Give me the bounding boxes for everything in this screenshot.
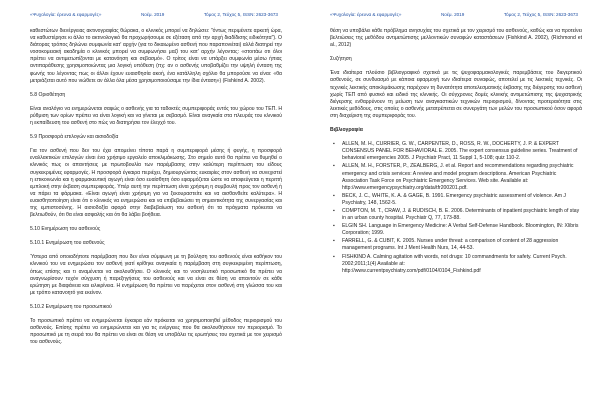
issue-date: Νοέμ. 2019: [440, 12, 465, 17]
reference-text: ▪ ALLEN, M. H., CURRIER, G. W., CARPENTER, D., ROSS, R. W., DOCHERTY, J. P. & EXPERT CONSENSUS PANEL FOR BEHAVIORAL E. 2005. The expert consensus guideline series. Treatment of behavioral emergencies 2005. J Psychiatr Pract, 11 Suppl 1, 5-108; quiz 110-2.: [342, 141, 578, 162]
page-header: [330, 12, 578, 17]
reference-item: [330, 141, 582, 162]
right-column-text: [330, 28, 582, 276]
issue-date: Νοέμ. 2019: [140, 12, 165, 17]
reference-text: ▪ FISHKIND A. Calming agitation with words, not drugs: 10 commandments for safety. Current Psych. 2002;2011;1(4) Available at:: [342, 253, 567, 267]
reference-item: [330, 254, 582, 275]
paragraph: Το προσωπικό πρέπει να ενημερώνεται έγκαιρα εάν πρόκειται να χρησιμοποιηθεί μέθοδος περιορισμού του ασθενούς. Επίσης πρέπει να ενημερώνεται και για τις ενέργειες που θα ακολουθήσουν τον περιορισμό. Το προσωπικό με τη σειρά του θα πρέπει να είναι σε θέση να υποβάλει τις ερωτήσεις του σχετικά με τον χειρισμό του ασθενούς.: [30, 318, 282, 346]
section-heading: 5.9 Προσφορά επιλογών και αισιοδοξία: [30, 134, 119, 141]
subsection-heading: 5.10.1 Ενημέρωση του ασθενούς: [30, 240, 105, 247]
reference-text: ▪ COMPTON, M. T., CRAW, J. & RUDISCH, B. E. 2006. Determinants of inpatient psychiatric length of stay in an urban county hospital. Psychiatr Q, 77, 173-88.: [342, 207, 580, 222]
reference-text: ▪ ALLEN, M. H., FORSTER, P., ZEALBERG, J. et al. Report and recommendations regarding psychiatric emergency and crisis services: A review and model program descriptions. American Psychiatric Association Task Force on Psychiatric Emergency Services. Web site. Available at:: [342, 163, 574, 184]
reference-text: ▪ BECK, J. C., WHITE, K. A. & GAGE, B. 1991. Emergency psychiatric assessment of violence. Am J Psychiatry, 148, 1562-5.: [342, 192, 566, 206]
reference-text: ▪ ELGIN SH. Language in Emergency Medicine: A Verbal Self-Defense Handbook. Bloomington, IN: Xlibris Corporation; 1999.: [342, 223, 579, 237]
page-header: [30, 12, 278, 17]
right-page: [300, 0, 600, 407]
journal-title: «Ψυχολογία: έρευνα & εφαρμογές»: [330, 12, 402, 17]
paragraph: Ένα ιδιαίτερα πλούσιο βιβλιογραφικό σχετικά με τις ψυχοφαρμακολογικές παρεμβάσεις του διεγερτικού ασθενούς, σε συνδυασμό με κάποια εφαρμογή των ιδιαίτερα συναφώς, αποτελεί με τις λεκτικές τεχνικές. Οι τεχνικές λεκτικής αποκλιμάκωσης παρέχουν τη δυνατότητα αποτελεσματικής έκβασης της διέγερσης του ασθενή χωρίς ΤΕΠ από φυσικό και ειδικό της κλινικής. Οι σύγχρονες δομές κλινικής αντιμετώπισης της ψυχιατρικής διέγερσης ενθαρρύνουν τη μείωση των αναγκαστικών τεχνικών περιορισμού, δίνοντας προτεραιότητα στις λεκτικές μεθόδους, στις οποίες ο ασθενής μετατρέπεται σε συνεργάτη των μελών του προσωπικού όσον αφορά στη διαχείριση της συμπεριφοράς του.: [330, 70, 582, 119]
reference-item: [330, 208, 582, 222]
reference-text: ▪ FARRELL, G. & CUBIT, K. 2005. Nurses under threat: a comparison of content of 28 aggression management programs. Int J Ment Health Nurs, 14, 44-53.: [342, 238, 559, 252]
paragraph: Είναι αναλόγιο να ενημερώνεται σαφώς ο ασθενής για τα ταδοκτές συμπεριφοράς εντός του χώρου του ΤΕΠ. Η ρύθμιση των ορίων πρέπει να είναι λογική και να γίνεται με σεβασμό. Είναι αναγκαία στα πλευράς του κλινικού η εκπαίδευση του ασθενή στο πώς να διατηρήσει τον έλεγχό του.: [30, 105, 282, 127]
section-heading: 5.10 Ενημέρωση του ασθενούς: [30, 226, 101, 233]
paragraph: καθεστώτων διενέργειας ακτινογραφίας θώρακα, ο κλινικός μπορεί να δηλώσει: "όντως περιμένετε αρκετή ώρα, να καθυστέρησε κι άλλο το ακτινολογικό θα προχωρήσουμε σε εξέταση από την αρχή διαδίδισης ειδικότητα"). Ο διάτορας τρόπος δηλώνει συμφωνία κατ' αρχήν (για το δικαιωμένο ασθενή που παραπονιέται) αλλά διατηρεί την νοσοκομειακή ακαδημία ο κλινικός μπορεί να συμφωνήσει μαζί του κατ' αρχήν λέγοντας: «στοιτάω οτι όλοι πρέπει να αντιμετωπίζονται με κατανόηση και σεβασμό». Ο τρίτος είναι να υπάρξει συμφωνία μέσω ήπιας αντιπαράθεσης χρησιμοποιώντας μια λογική υπόθεση (πχ: αν ο ασθενής υποβαθμίζει την υψηλή ένταση της φωνής του λέγοντας πως οι άλλοι έχουν ευαισθησία ακοή, ένα κατάλληλη σχόλιο θα μπορούσε να είναι: «θα μετριάζεται αυτό που νιώθετε αν άλλα όλα μέσα χρησιμοποιούσαμε την ίδια ένταση») (Fishkind A. 2002).: [30, 28, 282, 84]
reference-list: [330, 141, 582, 275]
journal-title: «Ψυχολογία: έρευνα & εφαρμογές»: [30, 12, 102, 17]
volume-info: Τόμος 2, Τεύχος 5, ISSN: 2623-3673: [503, 12, 578, 17]
subsection-heading: 5.10.2 Ενημέρωση του προσωπικού: [30, 303, 112, 310]
left-column-text: [30, 28, 282, 353]
paragraph: Για τον ασθενή που δεν του έχει απομείνει τίποτα παρά η συμπεριφορά μέσης ή φυγής, η προσφορά εναλλακτικών επιλογών είναι ένα χρήσιμο εργαλείο αποκλιμάκωσης. Στο σημείο αυτό θα πρέπει να θυμηθεί ο κλινικός πως οι απαντήσεις με πρωτοβουλία των παρέμβασης στην καλύτερη περίπτωση του είδους συγκεκριμένες εφαρμογές. Η προσφορά έγκαιρα περιέχει, δημιουργώντας ευκαιρίες στον ασθενή να συνεχιστεί η επικοινωνία και η φαρμακευτική αγωγή είναι όσο ευαίσθητη όσο εφαρμόζεται ώστε να αποφεύγεται η περιττή εμπλοκή στην έκβαση συμπεριφοράς. Υπέρ αυτή την περίπτωση είναι χρήσιμη η συμβουλή προς τον ασθενή ή να πάρει τα φάρμακα. «Είναι αγωγή είναι χρήσιμη για να ξεκουραστείτε και να αισθανθείτε καλύτερα». Η ευαισθητοποίηση είναι ότι ο κλινικός να ενημερώσει και να επιβεβαιώσει τη σημαντικότητα της συνεργασίας και της εμπιστοσύνης. Η αισιοδοξία αφορά στην διαβεβαίωση του ασθενή ότι τα πράγματα πρόκειται να βελτιωθούν, ότι θα είναι ασφαλής και ότι θα λάβει βοήθεια.: [30, 148, 282, 219]
reference-item: [330, 223, 582, 237]
reference-item: [330, 163, 582, 191]
reference-link[interactable]: http://www.currentpsychiatry.com/pdf/0104/0104_Fishkind.pdf: [342, 267, 481, 274]
paragraph: Ύστερα από οποιαδήποτε παρέμβαση που δεν είναι σύμφωνη με τη βούληση του ασθενούς είναι καθήκον του κλινικού του να ενημερώσει τον ασθενή γιατί κρίθηκε αναγκαία η παρέμβαση στη συγκεκριμένη περίπτωση, όπως επίσης και τι αναμένεται να ακολουθήσει. Ο κλινικός και το νοσηλευτικό προσωπικό θα πρέπει να αναγνωρίσουν τυχόν σύγχυση ή παρεξηγήσεις του ασθενούς και να είναι σε θέση να απαντούν σε κάθε ερώτηση με διαφάνεια και ειλικρίνεια. Η ενημέρωση θα πρέπει να παρέχεται στον ασθενή στη γλώσσα του και με τρόπο κατανοητό για εκείνον.: [30, 254, 282, 296]
reference-link[interactable]: http://www.emergencypsychiatry.org/data/tfr200201.pdf.: [342, 184, 468, 191]
references-heading: Βιβλιογραφία: [330, 127, 363, 134]
volume-info: Τόμος 2, Τεύχος 5, ISSN: 2623-3673: [203, 12, 278, 17]
paragraph: θέση να υποβάλει κάθε πρόβλημα ανησυχίας του σχετικά με τον χειρισμό του ασθενούς, καθώς και να προτείνει βελτιώσεις της μεθόδου αντιμετώπισης μελλοντικών συναφών καταστάσεων (Fishkind A. 2002), (Richmond et al., 2012): [330, 28, 582, 49]
section-heading: Συζήτηση: [330, 56, 352, 63]
reference-item: [330, 238, 582, 252]
section-heading: 5.8 Οριοθέτηση: [30, 91, 66, 98]
reference-item: [330, 193, 582, 207]
